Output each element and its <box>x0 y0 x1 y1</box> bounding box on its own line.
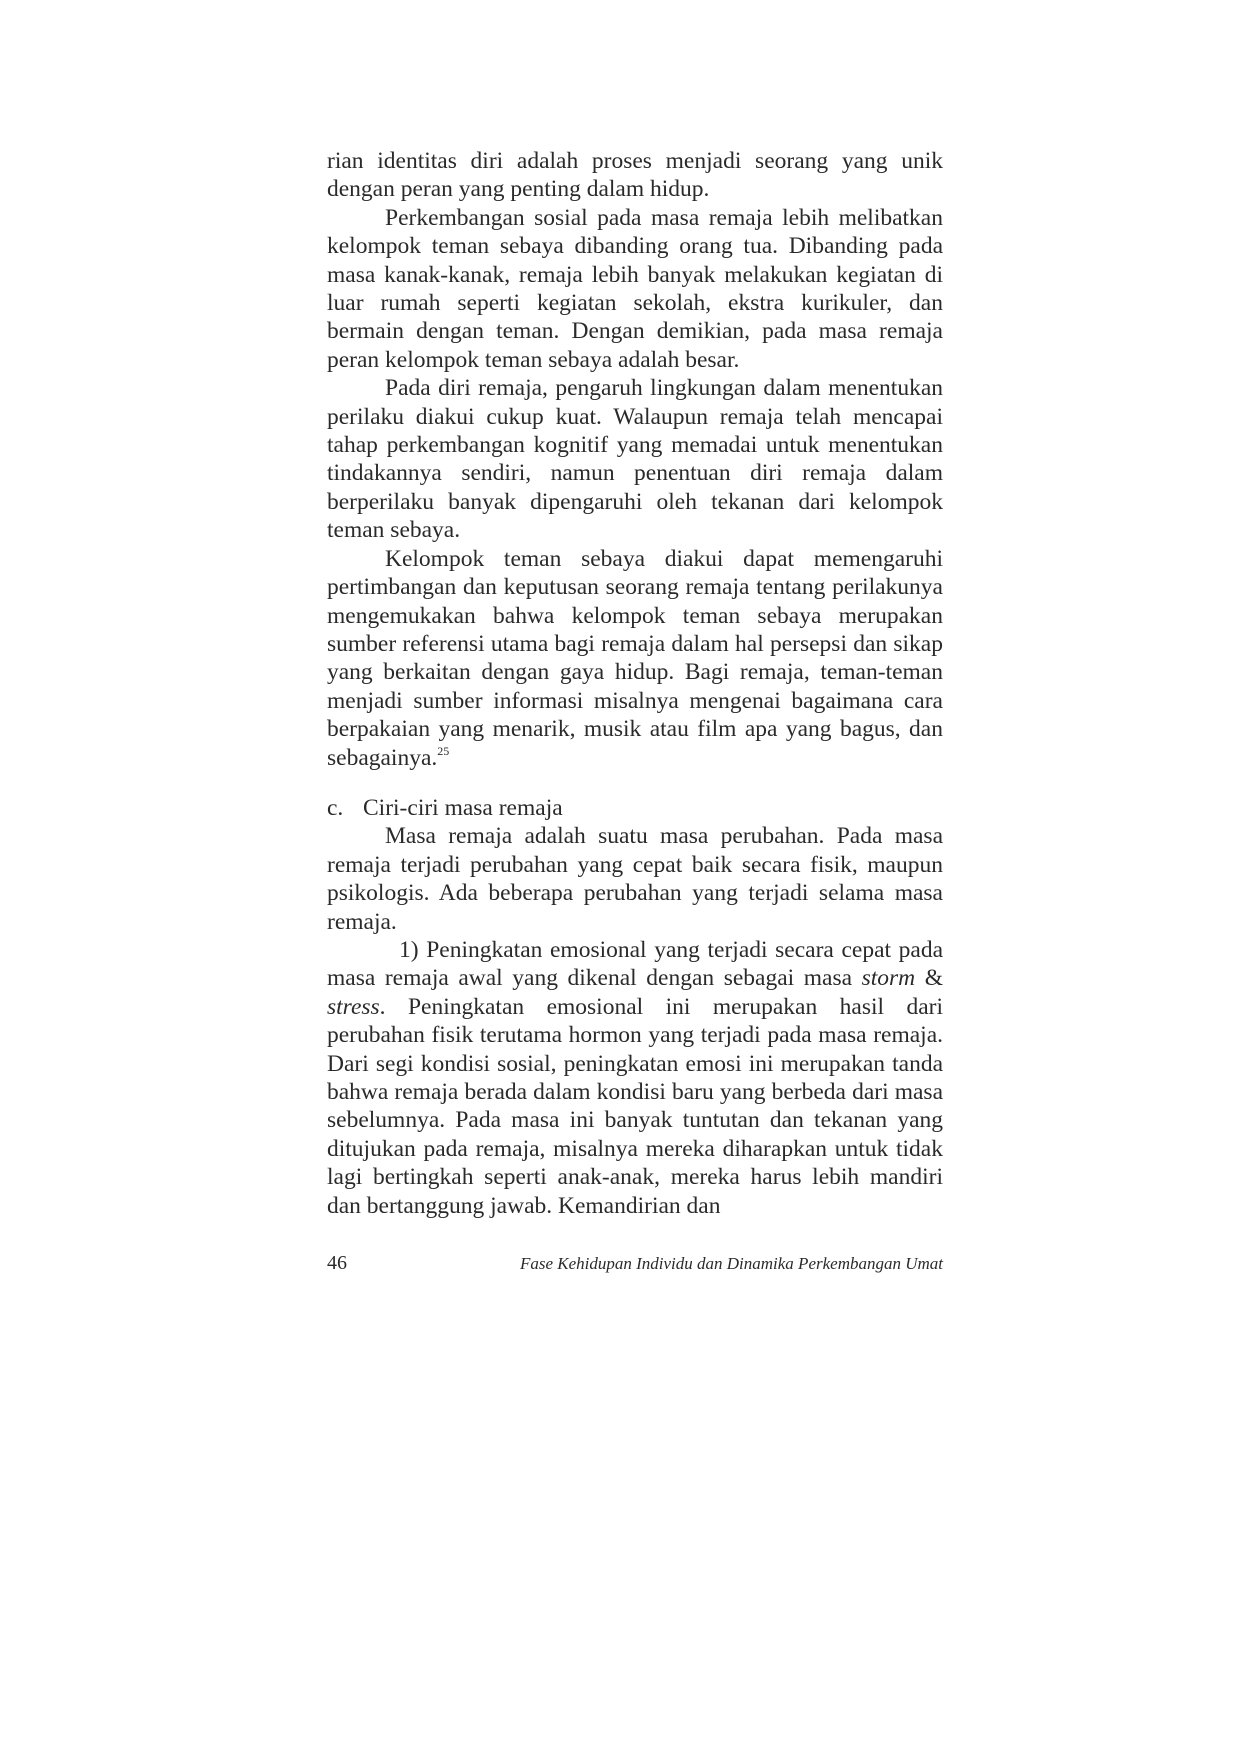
section-heading <box>327 794 943 822</box>
section-marker: c. <box>327 794 344 821</box>
running-title: Fase Kehidupan Individu dan Dinamika Perkembangan Umat <box>519 1254 943 1273</box>
page-number: 46 <box>327 1252 347 1274</box>
page-body <box>327 147 943 1220</box>
item-text-b: . Peningkatan emosional ini merupakan hasil dari perubahan fisik terutama hormon yang terjadi pada masa remaja. Dari segi kondisi sosial, peningkatan emosi ini merupakan tanda bahwa remaja berada dalam kondisi baru yang berbeda dari masa sebelumnya. Pada masa ini banyak tuntutan dan tekanan yang ditujukan pada remaja, misalnya mereka diharapkan untuk tidak lagi bertingkah seperti anak-anak, mereka harus lebih mandiri dan bertanggung jawab. Kemandirian dan <box>327 993 943 1219</box>
paragraph-2: Perkembangan sosial pada masa remaja lebih melibatkan kelompok teman sebaya dibanding orang tua. Dibanding pada masa kanak-kanak, remaja lebih banyak melakukan kegiatan di luar rumah seperti kegiatan sekolah, ekstra kurikuler, dan bermain dengan teman. Dengan demikian, pada masa remaja peran kelompok teman sebaya adalah besar. <box>327 204 943 373</box>
footnote-ref: 25 <box>437 743 450 758</box>
item-text-a: Peningkatan emosional yang terjadi secara cepat pada masa remaja awal yang dikenal dengan sebagai masa <box>327 936 944 992</box>
list-item-1 <box>327 936 943 1220</box>
page-footer <box>327 1252 943 1280</box>
term-storm: storm <box>861 965 916 992</box>
term-stress: stress <box>327 993 380 1020</box>
ampersand: & <box>924 965 944 992</box>
section-intro: Masa remaja adalah suatu masa perubahan. Pada masa remaja terjadi perubahan yang cepat baik secara fisik, maupun psikologis. Ada beberapa perubahan yang terjadi selama masa remaja. <box>327 823 943 935</box>
paragraph-1: rian identitas diri adalah proses menjadi seorang yang unik dengan peran yang penting dalam hidup. <box>327 148 943 203</box>
list-item-marker: 1) <box>399 936 419 963</box>
paragraph-4-text: Kelompok teman sebaya diakui dapat memengaruhi pertimbangan dan keputusan seorang remaja tentang perilakunya mengemukakan bahwa kelompok teman sebaya merupakan sumber referensi utama bagi remaja dalam hal persepsi dan sikap yang berkaitan dengan gaya hidup. Bagi remaja, teman-teman menjadi sumber informasi misalnya mengenai bagaimana cara berpakaian yang menarik, musik atau film apa yang bagus, dan sebagainya. <box>327 545 943 771</box>
paragraph-4 <box>327 545 943 772</box>
section-title: Ciri-ciri masa remaja <box>363 794 563 821</box>
paragraph-3: Pada diri remaja, pengaruh lingkungan dalam menentukan perilaku diakui cukup kuat. Walaupun remaja telah mencapai tahap perkembangan kognitif yang memadai untuk menentukan tindakannya sendiri, namun penentuan diri remaja dalam berperilaku banyak dipengaruhi oleh tekanan dari kelompok teman sebaya. <box>327 375 943 544</box>
